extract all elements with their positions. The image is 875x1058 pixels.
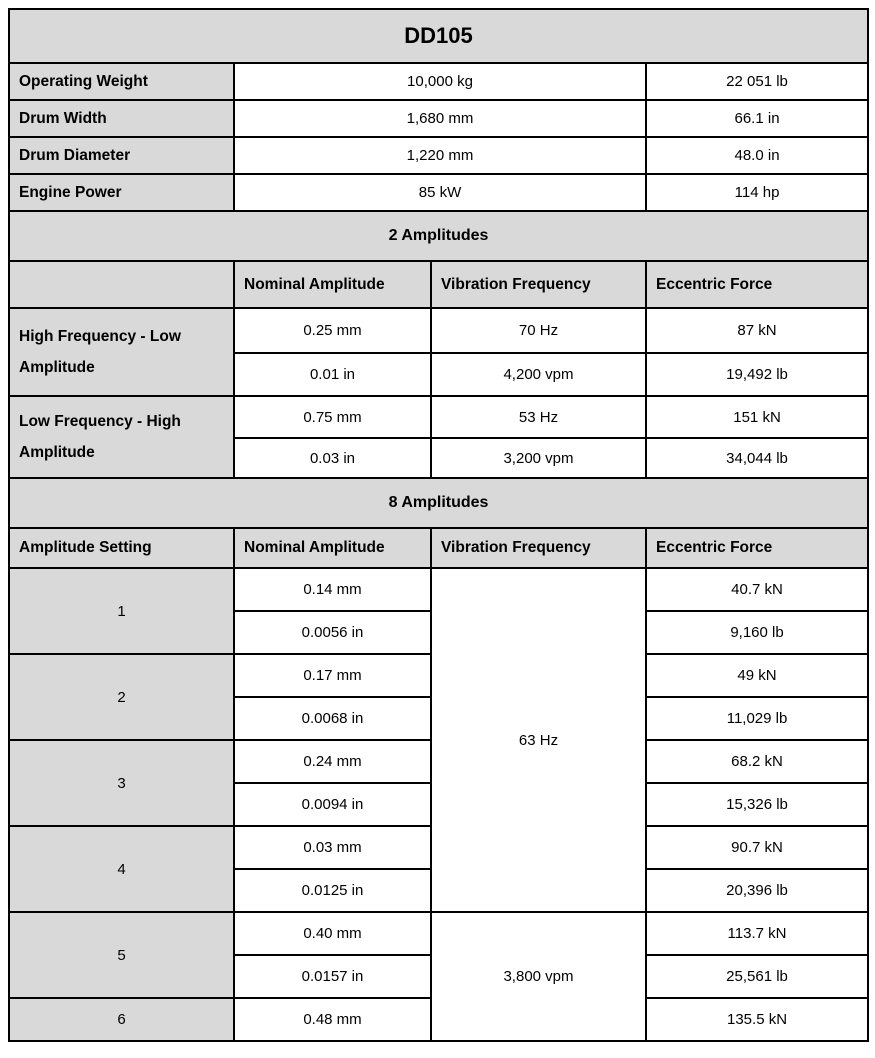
cell-force: 87 kN	[646, 308, 868, 353]
spec-row-drum-width	[9, 100, 868, 137]
cell-force: 34,044 lb	[646, 438, 868, 478]
column-header-nominal-amplitude: Nominal Amplitude	[234, 528, 431, 568]
spec-row-drum-diameter	[9, 137, 868, 174]
section-row-8-amplitudes	[9, 478, 868, 528]
cell-frequency: 70 Hz	[431, 308, 646, 353]
setting-number: 2	[9, 654, 234, 740]
spec-imperial-drum-width: 66.1 in	[646, 100, 868, 137]
spec-imperial-operating-weight: 22 051 lb	[646, 63, 868, 100]
cell-force: 25,561 lb	[646, 955, 868, 998]
cell-amplitude: 0.14 mm	[234, 568, 431, 611]
column-header-eccentric-force: Eccentric Force	[646, 528, 868, 568]
setting-number: 3	[9, 740, 234, 826]
cell-amplitude: 0.48 mm	[234, 998, 431, 1041]
spec-imperial-engine-power: 114 hp	[646, 174, 868, 211]
column-header-amplitude-setting: Amplitude Setting	[9, 528, 234, 568]
spec-metric-engine-power: 85 kW	[234, 174, 646, 211]
spec-metric-operating-weight: 10,000 kg	[234, 63, 646, 100]
spec-metric-drum-diameter: 1,220 mm	[234, 137, 646, 174]
cell-force: 90.7 kN	[646, 826, 868, 869]
cell-force: 68.2 kN	[646, 740, 868, 783]
mode-label-high-frequency: High Frequency - Low Amplitude	[9, 308, 234, 396]
mode-row-low-freq-metric	[9, 396, 868, 438]
section-row-2-amplitudes	[9, 211, 868, 261]
mode-row-high-freq-metric	[9, 308, 868, 353]
spec-row-engine-power	[9, 174, 868, 211]
column-header-row-2-amplitudes	[9, 261, 868, 308]
cell-force: 40.7 kN	[646, 568, 868, 611]
cell-amplitude: 0.0068 in	[234, 697, 431, 740]
setting-row-1-metric	[9, 568, 868, 611]
column-header-nominal-amplitude: Nominal Amplitude	[234, 261, 431, 308]
cell-frequency: 3,200 vpm	[431, 438, 646, 478]
spec-row-operating-weight	[9, 63, 868, 100]
column-header-vibration-frequency: Vibration Frequency	[431, 261, 646, 308]
setting-number: 5	[9, 912, 234, 998]
mode-label-low-frequency: Low Frequency - High Amplitude	[9, 396, 234, 478]
cell-amplitude: 0.24 mm	[234, 740, 431, 783]
column-header-eccentric-force: Eccentric Force	[646, 261, 868, 308]
cell-force: 11,029 lb	[646, 697, 868, 740]
column-header-blank	[9, 261, 234, 308]
spec-label-drum-width: Drum Width	[9, 100, 234, 137]
cell-frequency: 4,200 vpm	[431, 353, 646, 396]
setting-number: 1	[9, 568, 234, 654]
section-title-8-amplitudes: 8 Amplitudes	[9, 478, 868, 528]
cell-amplitude: 0.0157 in	[234, 955, 431, 998]
cell-force: 15,326 lb	[646, 783, 868, 826]
spec-label-drum-diameter: Drum Diameter	[9, 137, 234, 174]
cell-amplitude: 0.75 mm	[234, 396, 431, 438]
model-title: DD105	[9, 9, 868, 63]
cell-amplitude: 0.40 mm	[234, 912, 431, 955]
spec-label-operating-weight: Operating Weight	[9, 63, 234, 100]
cell-force: 20,396 lb	[646, 869, 868, 912]
cell-force: 135.5 kN	[646, 998, 868, 1041]
spec-imperial-drum-diameter: 48.0 in	[646, 137, 868, 174]
spec-metric-drum-width: 1,680 mm	[234, 100, 646, 137]
cell-amplitude: 0.17 mm	[234, 654, 431, 697]
section-title-2-amplitudes: 2 Amplitudes	[9, 211, 868, 261]
setting-row-5-metric	[9, 912, 868, 955]
setting-number: 6	[9, 998, 234, 1041]
cell-force: 49 kN	[646, 654, 868, 697]
cell-amplitude: 0.0056 in	[234, 611, 431, 654]
spec-label-engine-power: Engine Power	[9, 174, 234, 211]
cell-frequency-63hz: 63 Hz	[431, 568, 646, 912]
setting-number: 4	[9, 826, 234, 912]
cell-frequency: 53 Hz	[431, 396, 646, 438]
cell-force: 9,160 lb	[646, 611, 868, 654]
cell-amplitude: 0.01 in	[234, 353, 431, 396]
cell-force: 151 kN	[646, 396, 868, 438]
dd105-spec-table	[8, 8, 869, 1042]
cell-amplitude: 0.0094 in	[234, 783, 431, 826]
title-row	[9, 9, 868, 63]
column-header-row-8-amplitudes	[9, 528, 868, 568]
cell-amplitude: 0.03 mm	[234, 826, 431, 869]
column-header-vibration-frequency: Vibration Frequency	[431, 528, 646, 568]
cell-force: 19,492 lb	[646, 353, 868, 396]
cell-frequency-3800vpm: 3,800 vpm	[431, 912, 646, 1041]
cell-amplitude: 0.25 mm	[234, 308, 431, 353]
cell-amplitude: 0.0125 in	[234, 869, 431, 912]
cell-force: 113.7 kN	[646, 912, 868, 955]
cell-amplitude: 0.03 in	[234, 438, 431, 478]
